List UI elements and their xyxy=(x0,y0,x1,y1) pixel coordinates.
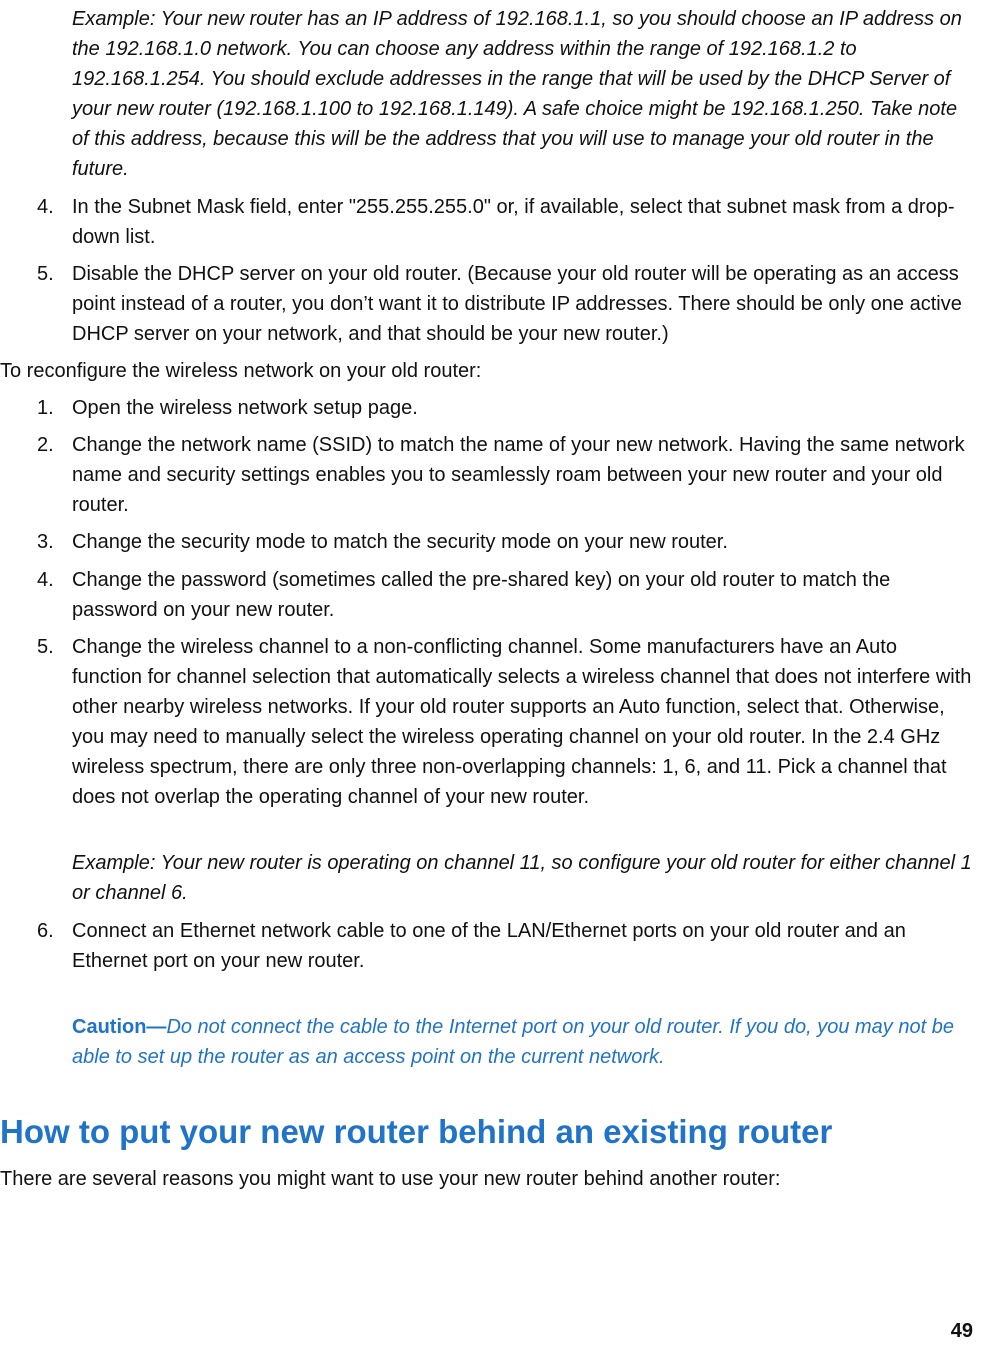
list-item-text: Change the security mode to match the security mode on your new router. xyxy=(72,531,728,553)
list-item-text: Change the password (sometimes called the pre-shared key) on your old router to match the password on your new router. xyxy=(72,569,891,621)
wireless-intro: To reconfigure the wireless network on your old router: xyxy=(0,360,482,382)
list-item-number: 4. xyxy=(37,196,54,218)
list-item-text: Change the wireless channel to a non-conflicting channel. Some manufacturers have an Auto function for channel selection that automatically selects a wireless channel that does not interfere with other nearby wireless networks. If your old router supports an Auto function, select that. Otherwise, you may need to manually select the wireless operating channel on your old router. In the 2.4 GHz wireless spectrum, there are only three non-overlapping channels: 1, 6, and 11. Pick a channel that does not overlap the operating channel of your new router. xyxy=(72,636,972,808)
list-item-text: In the Subnet Mask field, enter "255.255.255.0" or, if available, select that subnet mask from a drop-down list. xyxy=(72,196,955,248)
list-item-number: 6. xyxy=(37,920,54,942)
page-number: 49 xyxy=(950,1320,973,1342)
list-item-number: 2. xyxy=(37,434,54,456)
example-channel: Example: Your new router is operating on channel 11, so configure your old router for either channel 1 or channel 6. xyxy=(72,852,972,904)
list-item-text: Disable the DHCP server on your old router. (Because your old router will be operating as an access point instead of a router, you don’t want it to distribute IP addresses. There should be only one active DHCP server on your network, and that should be your new router.) xyxy=(72,263,962,345)
list-item-number: 3. xyxy=(37,531,54,553)
list-item-number: 4. xyxy=(37,569,54,591)
reasons-intro: There are several reasons you might want to use your new router behind another router: xyxy=(0,1168,781,1190)
list-item-text: Connect an Ethernet network cable to one of the LAN/Ethernet ports on your old router and an Ethernet port on your new router. xyxy=(72,920,906,972)
list-item-number: 5. xyxy=(37,636,54,658)
list-item-number: 5. xyxy=(37,263,54,285)
list-item-text: Open the wireless network setup page. xyxy=(72,397,418,419)
section-heading: How to put your new router behind an existing router xyxy=(0,1113,833,1150)
list-item-number: 1. xyxy=(37,397,54,419)
caution-text: Do not connect the cable to the Internet port on your old router. If you do, you may not be able to set up the router as an access point on the current network. xyxy=(72,1016,954,1068)
caution-note xyxy=(72,1012,972,1072)
list-item-text: Change the network name (SSID) to match the name of your new network. Having the same network name and security settings enables you to seamlessly roam between your new router and your old router. xyxy=(72,434,965,516)
caution-label: Caution— xyxy=(72,1016,167,1038)
example-ip-address: Example: Your new router has an IP address of 192.168.1.1, so you should choose an IP address on the 192.168.1.0 network. You can choose any address within the range of 192.168.1.2 to 192.168.1.254. You should exclude addresses in the range that will be used by the DHCP Server of your new router (192.168.1.100 to 192.168.1.149). A safe choice might be 192.168.1.250. Take note of this address, because this will be the address that you will use to manage your old router in the future. xyxy=(72,8,962,180)
